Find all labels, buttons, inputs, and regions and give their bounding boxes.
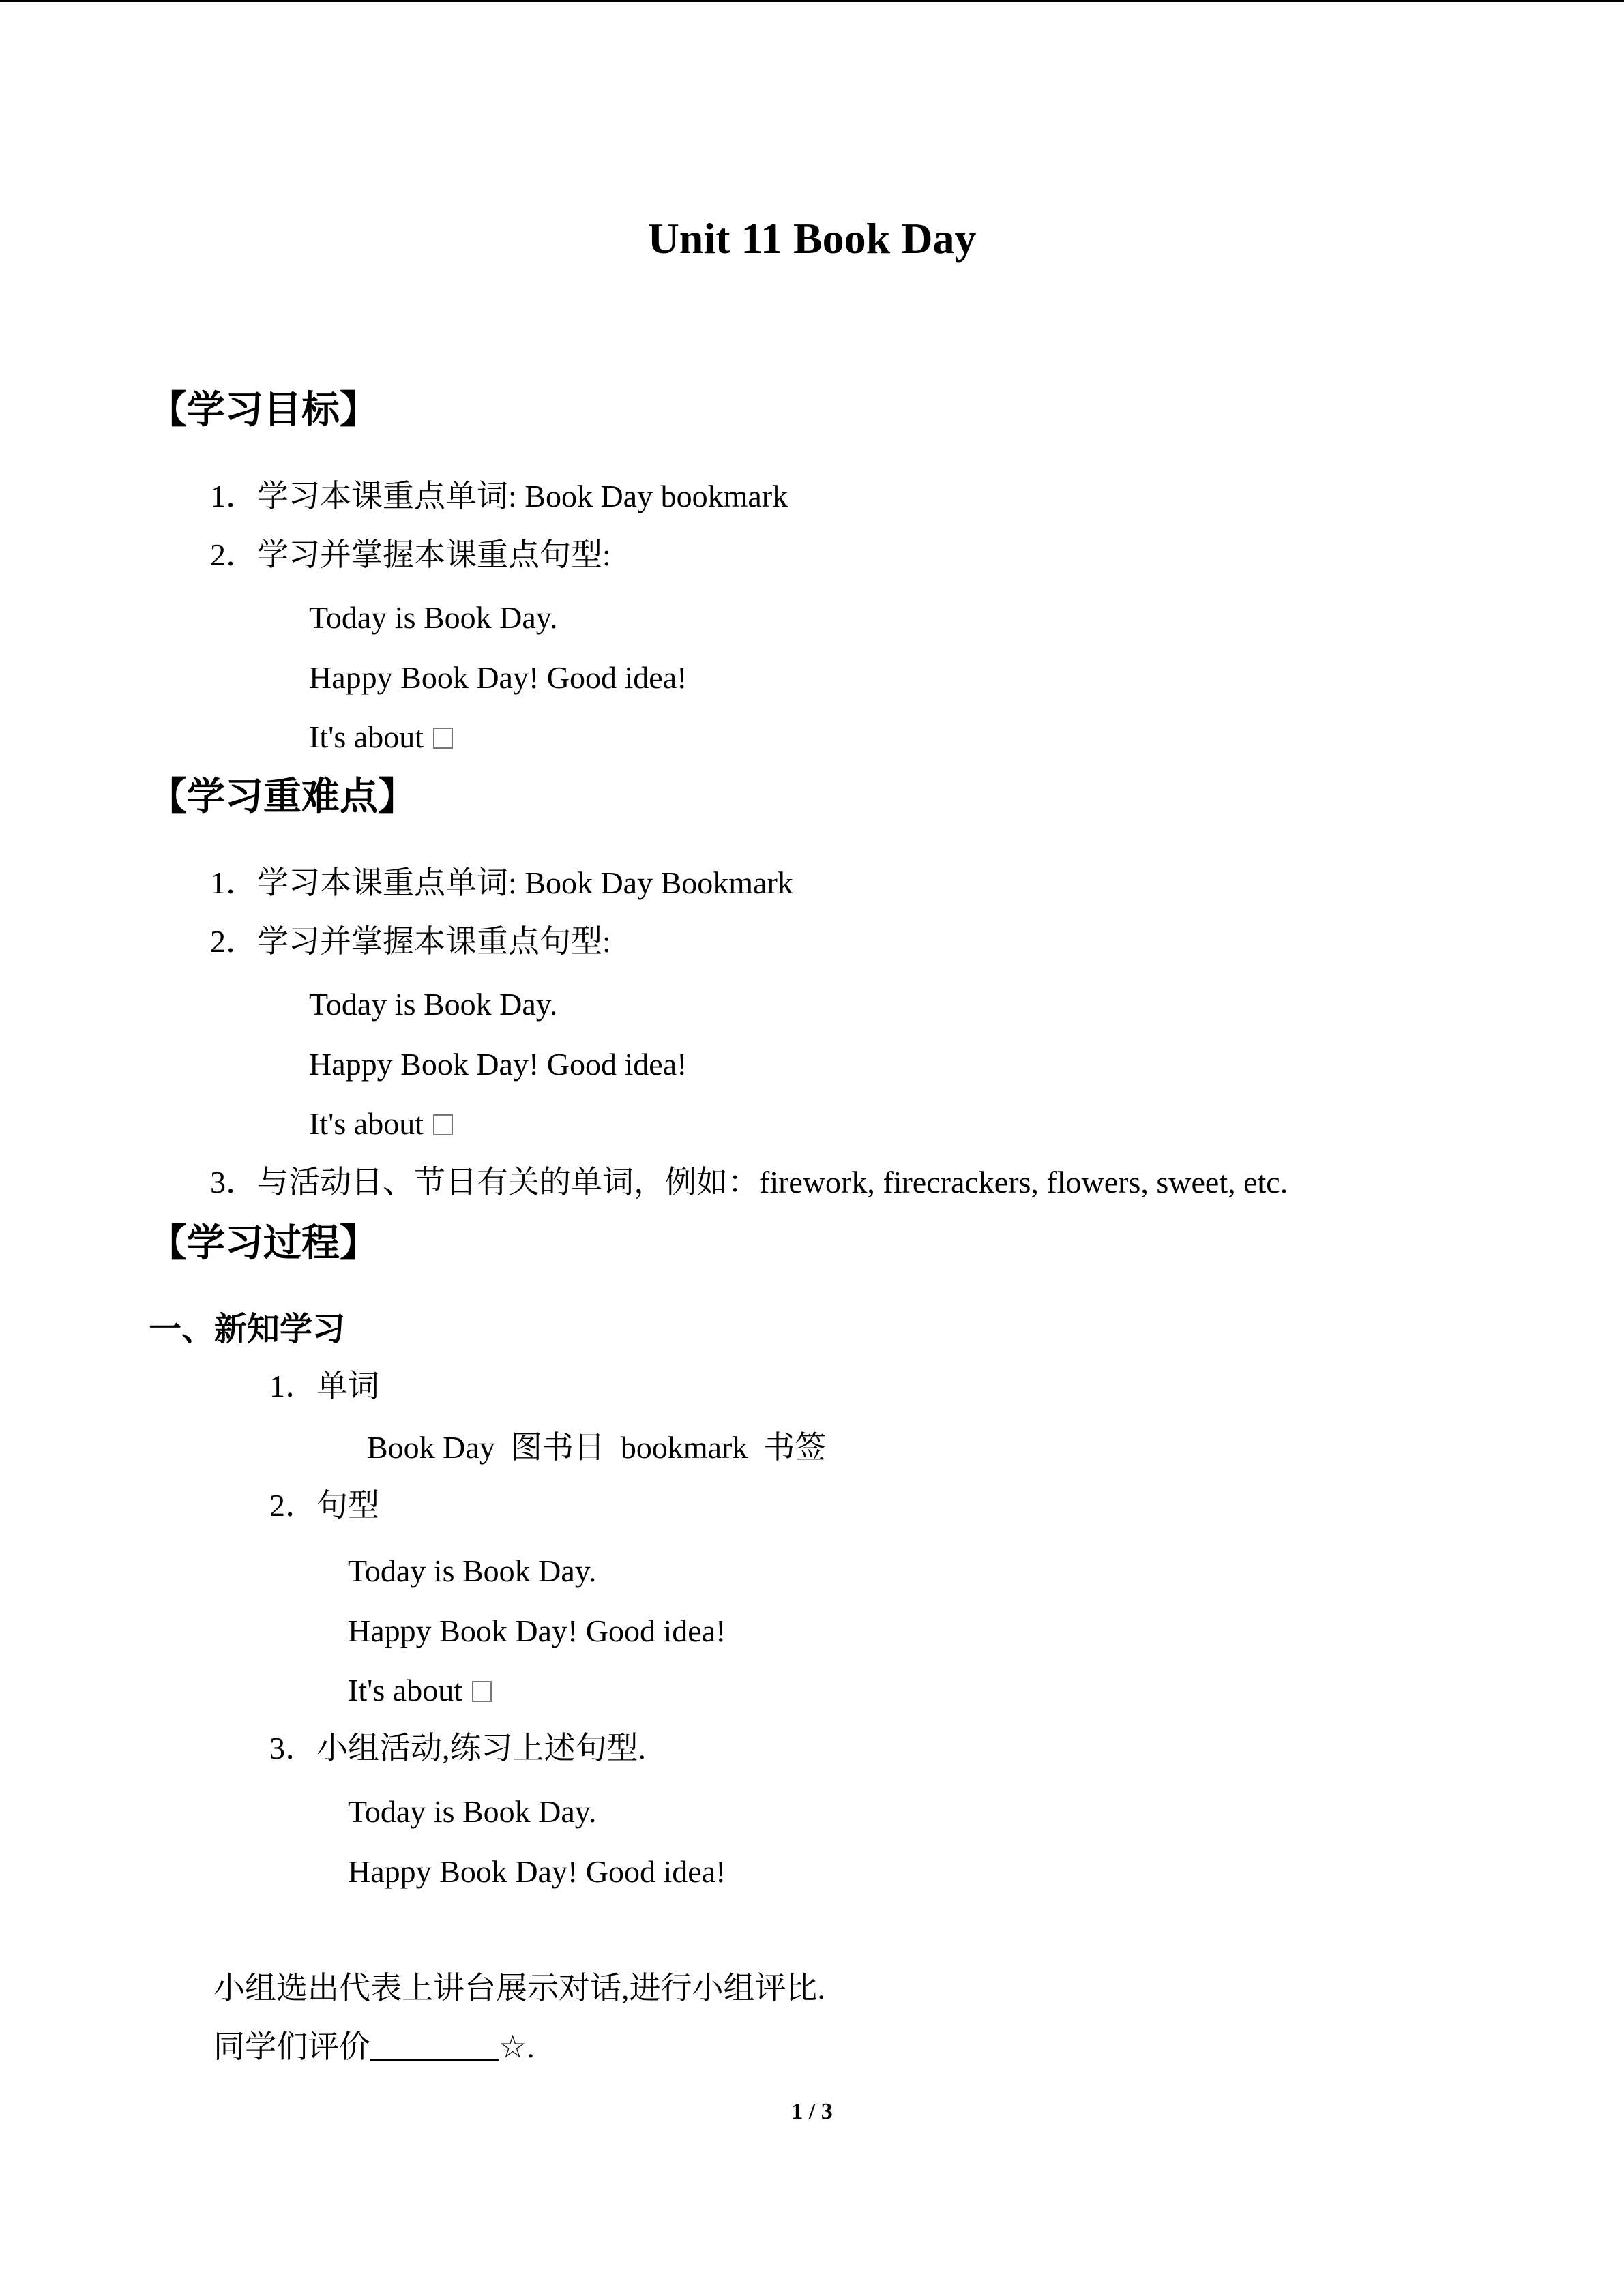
goals-sentence-1: Today is Book Day. <box>309 600 558 635</box>
process-sentence-3-text: It's about <box>348 1673 462 1708</box>
page-number: 1 / 3 <box>791 2099 833 2124</box>
sentences-label: 2．句型 <box>269 1488 379 1523</box>
activity-sentence-2: Happy Book Day! Good idea! <box>348 1854 726 1889</box>
focus-sentence-1: Today is Book Day. <box>309 987 558 1022</box>
process-heading: 【学习过程】 <box>149 1221 378 1266</box>
missing-glyph-box <box>472 1681 492 1702</box>
focus-heading: 【学习重难点】 <box>149 775 416 819</box>
focus-item-2: 2．学习并掌握本课重点句型: <box>210 924 611 959</box>
process-part-1: 一、新知学习 <box>149 1310 346 1348</box>
words-label: 1．单词 <box>269 1369 379 1403</box>
focus-sentence-3 <box>309 1108 453 1139</box>
presentation-instruction: 小组选出代表上讲台展示对话,进行小组评比. <box>213 1971 825 2006</box>
missing-glyph-box <box>433 1114 453 1135</box>
process-sentence-2: Happy Book Day! Good idea! <box>348 1613 726 1648</box>
goals-item-1: 1．学习本课重点单词: Book Day bookmark <box>210 479 788 513</box>
focus-sentence-2: Happy Book Day! Good idea! <box>309 1047 688 1082</box>
rating-suffix: ☆. <box>499 2029 535 2064</box>
goals-item-2: 2．学习并掌握本课重点句型: <box>210 537 611 572</box>
activity-sentence-1: Today is Book Day. <box>348 1794 597 1829</box>
page-top-border <box>0 0 1624 2</box>
focus-sentence-3-text: It's about <box>309 1106 424 1141</box>
goals-sentence-2: Happy Book Day! Good idea! <box>309 660 688 695</box>
rating-prefix: 同学们评价 <box>213 2029 370 2064</box>
goals-heading: 【学习目标】 <box>149 388 378 432</box>
activity-label: 3．小组活动,练习上述句型. <box>269 1731 646 1765</box>
document-title: Unit 11 Book Day <box>647 214 977 263</box>
focus-item-3: 3．与活动日、节日有关的单词，例如：firework, firecrackers, flowers, sweet, etc. <box>210 1165 1288 1199</box>
rating-blank <box>370 2032 499 2061</box>
process-sentence-3 <box>348 1675 492 1706</box>
words-line: Book Day 图书日 bookmark 书签 <box>367 1430 827 1465</box>
goals-sentence-3 <box>309 721 453 753</box>
missing-glyph-box <box>433 728 453 749</box>
goals-sentence-3-text: It's about <box>309 719 424 754</box>
process-sentence-1: Today is Book Day. <box>348 1553 597 1588</box>
focus-item-1: 1．学习本课重点单词: Book Day Bookmark <box>210 865 793 900</box>
rating-line <box>213 2031 535 2063</box>
